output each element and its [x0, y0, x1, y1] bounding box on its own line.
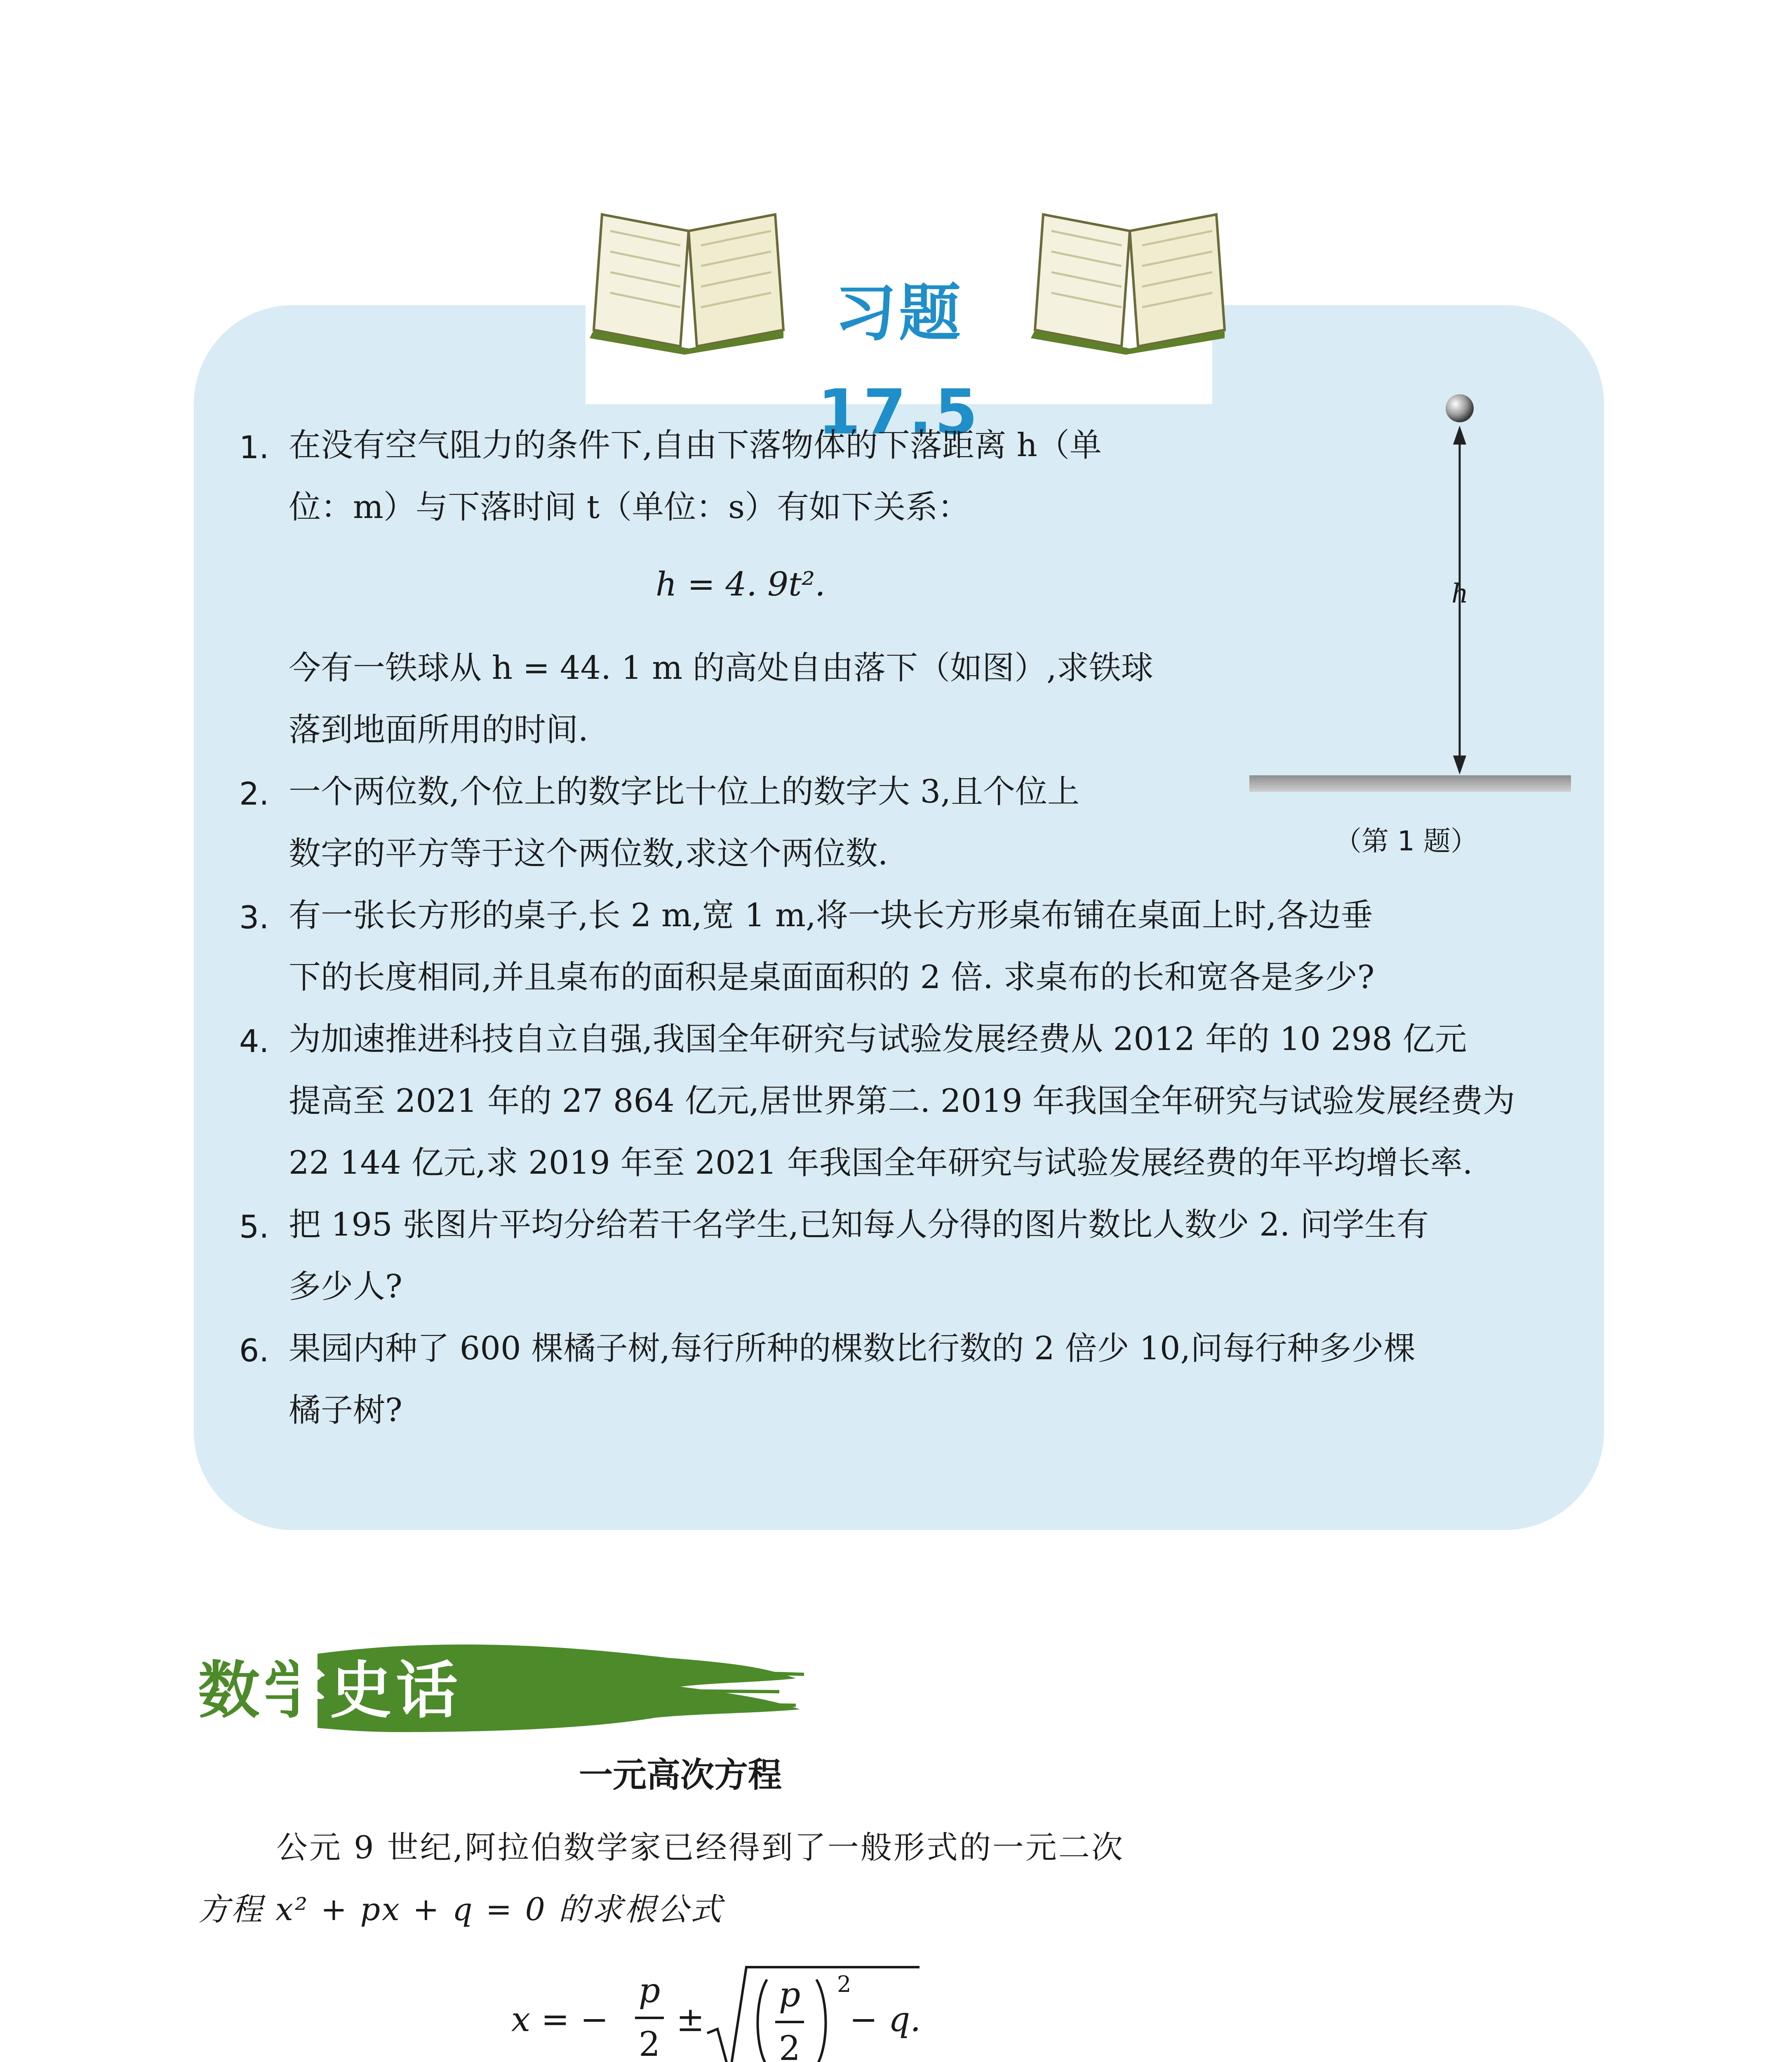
falling-ball-figure	[1237, 392, 1575, 878]
exercise-text: 下的长度相同,并且桌布的面积是桌面面积的 2 倍. 求桌布的长和宽各是多少?	[289, 959, 1375, 996]
formula-p: p	[638, 1971, 661, 2010]
formula-p-inner: p	[778, 1975, 801, 2015]
ground	[1249, 775, 1571, 792]
fraction-bar-inner	[775, 2021, 804, 2023]
history-text: 方程 x² + px + q = 0 的求根公式	[198, 1891, 724, 1928]
history-banner-title	[198, 1645, 528, 1736]
figure-caption: （第 1 题）	[1334, 825, 1478, 857]
exercise-text: 为加速推进科技自立自强,我国全年研究与试验发展经费从 2012 年的 10 298 亿元	[289, 1021, 1467, 1058]
exercise-number: 4.	[239, 1023, 269, 1059]
fraction-bar	[635, 2017, 664, 2019]
formula-two: 2	[638, 2025, 661, 2062]
history-text: 公元 9 世纪,阿拉伯数学家已经得到了一般形式的一元二次	[276, 1829, 1124, 1866]
exercise-number: 3.	[239, 899, 269, 936]
exercise-number: 6.	[239, 1332, 269, 1369]
exercise-number: 1.	[239, 429, 269, 466]
height-label: h	[1451, 579, 1469, 609]
exercise-text: 一个两位数,个位上的数字比十位上的数字大 3,且个位上	[289, 773, 1080, 810]
history-heading: 一元高次方程	[579, 1756, 782, 1795]
quadratic-formula	[511, 1963, 924, 2062]
exercise-text: 多少人?	[289, 1268, 402, 1305]
exercise-text: 22 144 亿元,求 2019 年至 2021 年我国全年研究与试验发展经费的年平均增长率.	[289, 1144, 1473, 1182]
formula-exponent: 2	[837, 1971, 851, 1997]
exercise-text: 果园内种了 600 棵橘子树,每行所种的棵数比行数的 2 倍少 10,问每行种多少棵	[289, 1330, 1416, 1367]
history-banner-text: 数学史话	[198, 1655, 462, 1727]
formula-lhs: x = −	[511, 2000, 609, 2039]
exercise-text: 今有一铁球从 h = 44. 1 m 的高处自由落下（如图）,求铁球	[289, 650, 1153, 687]
formula-tail: − q.	[849, 2000, 921, 2039]
exercise-text: 把 195 张图片平均分给若干名学生,已知每人分得的图片数比人数少 2. 问学生有	[289, 1206, 1429, 1243]
formula-two-inner: 2	[778, 2029, 801, 2062]
exercise-text: 位：m）与下落时间 t（单位：s）有如下关系：	[289, 489, 970, 526]
exercise-text: 数字的平方等于这个两位数,求这个两位数.	[289, 835, 888, 872]
exercise-number: 5.	[239, 1208, 269, 1245]
formula-pm: ±	[676, 2000, 705, 2039]
exercise-text: 在没有空气阻力的条件下,自由下落物体的下落距离 h（单	[289, 427, 1102, 464]
exercise-number: 2.	[239, 775, 269, 812]
exercise-text: 橘子树?	[289, 1392, 402, 1429]
exercise-text: 有一张长方形的桌子,长 2 m,宽 1 m,将一块长方形桌布铺在桌面上时,各边垂	[289, 897, 1373, 934]
exercise-text: 落到地面所用的时间.	[289, 711, 588, 749]
exercise-title: 习题 17.5	[817, 278, 981, 448]
formula: h = 4. 9t².	[656, 565, 825, 603]
exercise-text: 提高至 2021 年的 27 864 亿元,居世界第二. 2019 年我国全年研究与试验发展经费为	[289, 1083, 1515, 1120]
ball	[1446, 394, 1474, 422]
